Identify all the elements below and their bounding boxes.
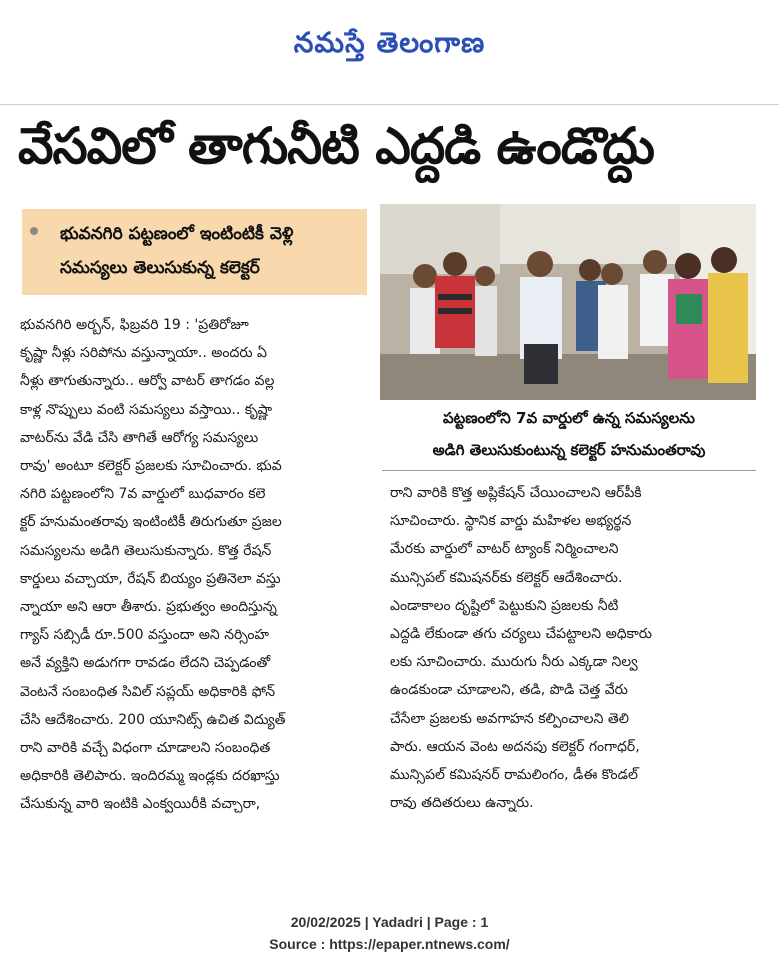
- article-body-column-1: [20, 311, 368, 819]
- highlight-text: [60, 217, 360, 285]
- body-line: వెంటనే సంబంధిత సివిల్ సప్లయ్ అధికారికి ఫోన్: [20, 683, 276, 700]
- body-line: మున్సిపల్ కమిషనర్ రామలింగం, డీఈ కొండల్: [390, 767, 638, 784]
- footer-source: Source : https://epaper.ntnews.com/: [269, 936, 510, 952]
- footer-date-edition: 20/02/2025 | Yadadri | Page : 1: [290, 914, 489, 930]
- highlight-line-2: సమస్యలు తెలుసుకున్న కలెక్టర్: [60, 258, 260, 278]
- body-line: ఎండాకాలం దృష్టిలో పెట్టుకుని ప్రజలకు నీటి: [390, 597, 619, 614]
- newspaper-logo: నమస్తే తెలంగాణ: [293, 26, 486, 59]
- article-body-column-2: [390, 479, 760, 817]
- body-line: భువనగిరి అర్బన్, ఫిబ్రవరి 19 : 'ప్రతిరోజూ: [20, 317, 249, 333]
- article-headline: వేసవిలో తాగునీటి ఎద్దడి ఉండొద్దు: [18, 117, 654, 175]
- body-line: రాని వారికి వచ్చే విధంగా చూడాలని సంబంధిత: [20, 740, 271, 757]
- body-line: వాటర్‌ను వేడి చేసి తాగితే ఆరోగ్య సమస్యలు: [20, 429, 259, 446]
- body-line: రావు' అంటూ కలెక్టర్ ప్రజలకు సూచించారు. భువ: [20, 458, 282, 475]
- news-photo: [380, 204, 756, 400]
- masthead: [0, 0, 779, 100]
- body-line: చేసేలా ప్రజలకు అవగాహన కల్పించాలని తెలి: [390, 710, 630, 727]
- body-line: నగిరి పట్టణంలోని 7వ వార్డులో బుధవారం కలె: [20, 486, 266, 503]
- body-line: రాని వారికి కొత్త అప్లికేషన్ చేయించాలని ఆర్‌పీకి: [390, 485, 642, 501]
- body-line: కృష్ణా నీళ్లు సరిపోను వస్తున్నాయా.. అందరు ఏ: [20, 345, 267, 362]
- body-line: అనే వ్యక్తిని అడుగగా రావడం లేదని చెప్పడంతో: [20, 655, 271, 672]
- photo-caption: [382, 402, 756, 466]
- body-line: పారు. ఆయన వెంట అదనపు కలెక్టర్ గంగాధర్,: [390, 738, 640, 755]
- highlight-line-1: భువనగిరి పట్టణంలో ఇంటింటికీ వెళ్లి: [60, 224, 294, 244]
- caption-divider: [382, 470, 756, 471]
- body-line: క్టర్ హనుమంతరావు ఇంటింటికీ తిరుగుతూ ప్రజల: [20, 514, 282, 531]
- body-line: చేసి ఆదేశించారు. 200 యూనిట్స్ ఉచిత విద్యుత్: [20, 711, 286, 728]
- body-line: న్నాయా అని ఆరా తీశారు. ప్రభుత్వం అందిస్తున్న: [20, 599, 277, 616]
- body-line: మేరకు వార్డులో వాటర్ ట్యాంక్ నిర్మించాలని: [390, 541, 619, 558]
- caption-line-2: అడిగి తెలుసుకుంటున్న కలెక్టర్ హనుమంతరావు: [432, 441, 706, 459]
- body-line: నీళ్లు తాగుతున్నారు.. ఆర్వో వాటర్ తాగడం వల్ల: [20, 373, 275, 390]
- caption-line-1: పట్టణంలోని 7వ వార్డులో ఉన్న సమస్యలను: [442, 409, 695, 427]
- body-line: గ్యాస్ సబ్సిడీ రూ.500 వస్తుందా అని నర్సింహ: [20, 627, 269, 644]
- body-line: ఎద్దడి లేకుండా తగు చర్యలు చేపట్టాలని అధికారు: [390, 626, 652, 643]
- body-line: సూచించారు. స్థానిక వార్డు మహిళల అభ్యర్థన: [390, 513, 632, 530]
- highlight-box: [22, 209, 367, 295]
- body-line: లకు సూచించారు. మురుగు నీరు ఎక్కడా నిల్వ: [390, 654, 638, 671]
- bullet-icon: [30, 227, 38, 235]
- body-line: సమస్యలను అడిగి తెలుసుకున్నారు. కొత్త రేషన్: [20, 542, 272, 559]
- body-line: ఉండకుండా చూడాలని, తడి, పొడి చెత్త వేరు: [390, 682, 628, 699]
- body-line: రావు తదితరులు ఉన్నారు.: [390, 795, 534, 812]
- body-line: చేసుకున్న వారి ఇంటికి ఎంక్వయిరీకి వచ్చారా,: [20, 796, 261, 813]
- body-line: అధికారికి తెలిపారు. ఇందిరమ్మ ఇండ్లకు దరఖాస్తు: [20, 768, 280, 785]
- body-line: కాళ్ల నొప్పులు వంటి సమస్యలు వస్తాయి.. కృష్ణా: [20, 401, 273, 418]
- masthead-divider: [0, 104, 779, 105]
- body-line: కార్డులు వచ్చాయా, రేషన్ బియ్యం ప్రతినెలా వస్తు: [20, 570, 281, 587]
- body-line: మున్సిపల్ కమిషనర్‌కు కలెక్టర్ ఆదేశించారు.: [390, 569, 623, 586]
